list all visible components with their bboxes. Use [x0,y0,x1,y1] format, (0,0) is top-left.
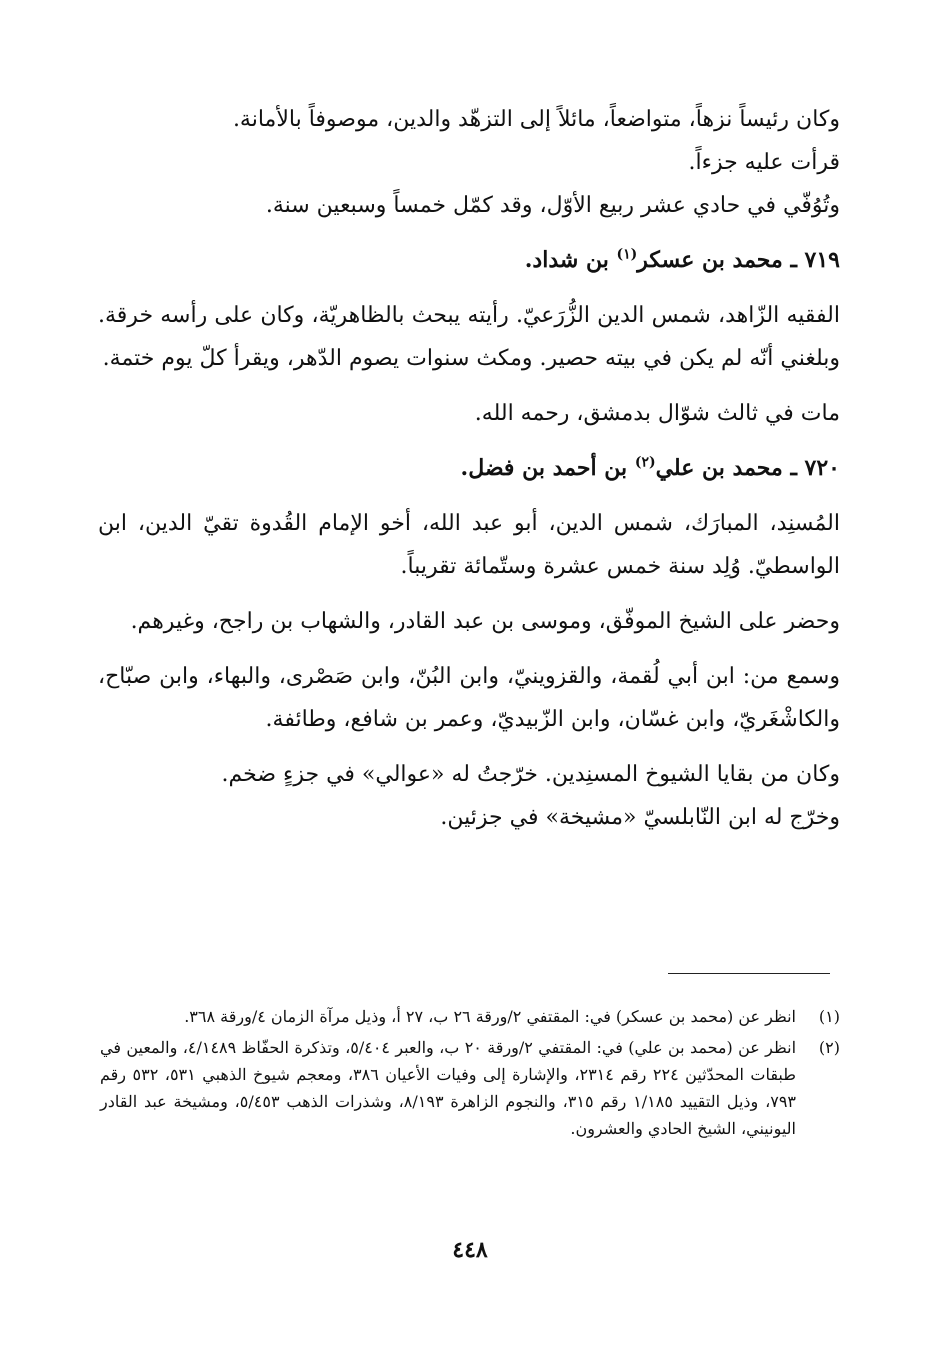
main-text [98,98,840,839]
paragraph: وسمع من: ابن أبي لُقمة، والقزوينيّ، وابن البُنّ، وابن صَصْرى، والبهاء، وابن صبّاح، والكاشْغَريّ، وابن غسّان، وابن الزّبيديّ، وعمر بن شافع، وطائفة. [98,664,840,732]
paragraph-line: وتُوُفّي في حادي عشر ربيع الأوّل، وقد كمّل خمساً وسبعين سنة. [265,193,840,218]
paragraph: المُسنِد، المبارَك، شمس الدين، أبو عبد الله، أخو الإمام القُدوة تقيّ الدين، ابن الواسطيّ. وُلِد سنة خمس عشرة وستّمائة تقريباً. [98,511,840,579]
paragraph-line: وخرّج له ابن النّابلسيّ «مشيخة» في جزئين. [440,805,840,830]
entry-heading-720 [98,447,840,490]
paragraph: الفقيه الزّاهد، شمس الدين الزُّرَعيّ. رأيته يبحث بالظاهريّة، وكان على رأسه خرقة. وبلغني أنّه لم يكن في بيته حصير. ومكث سنوات يصوم الدّهر، ويقرأ كلّ يوم ختمة. [98,303,840,371]
entry-title-suffix: بن أحمد بن فضل. [460,455,635,481]
paragraph-line: وكان رئيساً نزهاً، متواضعاً، مائلاً إلى التزهّد والدين، موصوفاً بالأمانة. [232,107,840,132]
entry-heading-719 [98,239,840,282]
paragraph: وحضر على الشيخ الموفّق، وموسى بن عبد القادر، والشهاب بن راجح، وغيرهم. [130,609,840,634]
paragraph-line: وكان من بقايا الشيوخ المسنِدين. خرّجتُ له «عوالي» في جزءٍ ضخم. [221,762,840,787]
entry-title: ٧١٩ ـ محمد بن عسكر [637,247,840,273]
footnote-number: (١) [818,1007,840,1026]
footnote-separator [668,973,830,974]
paragraph-line: قرأت عليه جزءاً. [688,150,840,175]
footnote [100,1034,840,1142]
footnote-reference: (١) [616,246,638,263]
footnote [100,1003,840,1030]
entry-title-suffix: بن شداد. [524,247,617,273]
footnote-text: انظر عن (محمد بن علي) في: المقتفي ٢/ورقة ٢٠ ب، والعبر ٥/٤٠٤، وتذكرة الحفّاظ ٤/١٤٨٩، والمعين في طبقات المحدّثين ٢٢٤ رقم ٢٣١٤، والإشارة إلى وفيات الأعيان ٣٨٦، ومعجم شيوخ الذهبي ٥٣١، ٥٣٢ رقم ٧٩٣، وذيل التقييد ١/١٨٥ رقم ٣١٥، والنجوم الزاهرة ٨/١٩٣، وشذرات الذهب ٥/٤٥٣، ومشيخة عبد القادر اليونيني، الشيخ الحادي والعشرون. [100,1038,797,1138]
page-number: ٤٤٨ [452,1237,488,1263]
footnotes [100,1003,840,1146]
footnote-reference: (٢) [634,454,656,471]
footnote-text: انظر عن (محمد بن عسكر) في: المقتفي ٢/ورقة ٢٦ ب، ٢٧ أ، وذيل مرآة الزمان ٤/ورقة ٣٦٨. [184,1007,796,1026]
entry-title: ٧٢٠ ـ محمد بن علي [655,455,840,481]
footnote-number: (٢) [818,1038,840,1057]
paragraph: مات في ثالث شوّال بدمشق، رحمه الله. [474,401,840,426]
